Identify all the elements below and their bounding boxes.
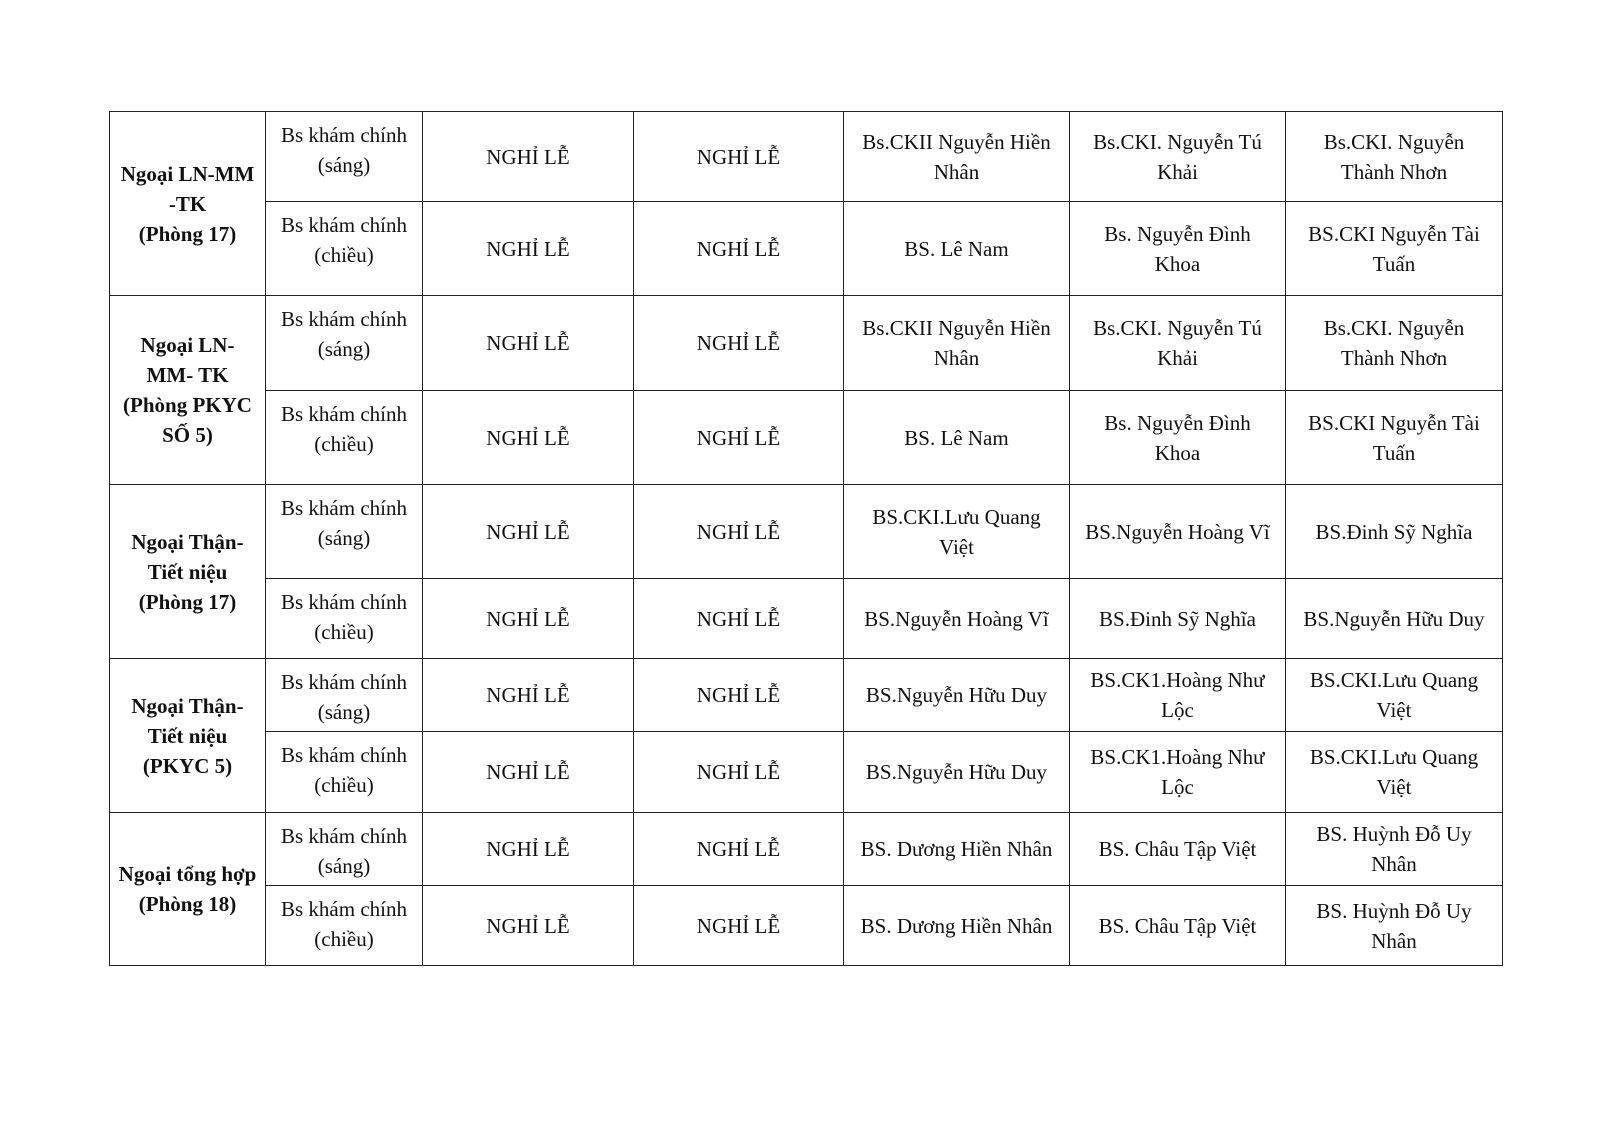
- holiday-label: NGHỈ LỄ: [486, 606, 570, 631]
- shift-cell: [266, 732, 423, 813]
- schedule-cell: [634, 202, 844, 296]
- doctor-name: BS.Nguyễn Hữu Duy: [1303, 606, 1485, 631]
- doctor-name: BS.Đinh Sỹ Nghĩa: [1315, 519, 1473, 544]
- schedule-cell: [634, 391, 844, 485]
- holiday-label: NGHỈ LỄ: [486, 683, 570, 707]
- holiday-label: NGHỈ LỄ: [486, 837, 570, 861]
- schedule-cell: [844, 886, 1070, 966]
- doctor-name: Bs.CKII Nguyễn Hiền Nhân: [862, 316, 1051, 370]
- doctor-name: BS.Nguyễn Hữu Duy: [865, 683, 1048, 707]
- schedule-cell: [844, 391, 1070, 485]
- table-row: [110, 732, 1503, 813]
- schedule-cell: [1286, 886, 1503, 966]
- schedule-cell: [1286, 202, 1503, 296]
- schedule-cell: [634, 485, 844, 579]
- schedule-cell: [423, 112, 634, 202]
- holiday-label: NGHỈ LỄ: [486, 519, 570, 544]
- doctor-name: BS. Lê Nam: [904, 425, 1009, 450]
- schedule-cell: [1070, 296, 1286, 391]
- schedule-cell: [844, 579, 1070, 659]
- shift-label: Bs khám chính (sáng): [281, 307, 407, 361]
- shift-cell: [266, 886, 423, 966]
- schedule-cell: [1070, 732, 1286, 813]
- doctor-name: BS.CKI.Lưu Quang Việt: [1309, 668, 1479, 722]
- holiday-label: NGHỈ LỄ: [696, 236, 781, 261]
- holiday-label: NGHỈ LỄ: [696, 425, 781, 450]
- schedule-cell: [423, 579, 634, 659]
- schedule-cell: [634, 659, 844, 732]
- shift-cell: [266, 202, 423, 296]
- shift-label: Bs khám chính (sáng): [281, 670, 407, 724]
- schedule-cell: [1286, 112, 1503, 202]
- doctor-name: Bs. Nguyễn Đình Khoa: [1104, 410, 1251, 465]
- doctor-name: BS. Dương Hiền Nhân: [860, 837, 1053, 861]
- schedule-cell: [634, 732, 844, 813]
- schedule-cell: [423, 391, 634, 485]
- doctor-name: BS. Huỳnh Đỗ Uy Nhân: [1316, 898, 1472, 953]
- schedule-cell: [1070, 659, 1286, 732]
- shift-label: Bs khám chính (chiều): [281, 402, 407, 456]
- shift-cell: [266, 659, 423, 732]
- holiday-label: NGHỈ LỄ: [696, 683, 781, 707]
- schedule-cell: [844, 112, 1070, 202]
- schedule-cell: [1070, 485, 1286, 579]
- doctor-name: BS. Huỳnh Đỗ Uy Nhân: [1316, 822, 1472, 876]
- schedule-cell: [844, 296, 1070, 391]
- holiday-label: NGHỈ LỄ: [486, 425, 570, 450]
- schedule-cell: [844, 485, 1070, 579]
- schedule-cell: [634, 579, 844, 659]
- table-row: [110, 485, 1503, 579]
- schedule-cell: [1286, 296, 1503, 391]
- holiday-label: NGHỈ LỄ: [486, 913, 570, 938]
- holiday-label: NGHỈ LỄ: [696, 519, 781, 544]
- schedule-cell: [1070, 813, 1286, 886]
- table-row: [110, 886, 1503, 966]
- table-row: [110, 659, 1503, 732]
- shift-label: Bs khám chính (sáng): [281, 123, 407, 177]
- schedule-cell: [1286, 732, 1503, 813]
- holiday-label: NGHỈ LỄ: [696, 913, 781, 938]
- holiday-label: NGHỈ LỄ: [696, 144, 781, 169]
- doctor-name: BS.CK1.Hoàng Như Lộc: [1090, 745, 1265, 799]
- table-row: [110, 202, 1503, 296]
- schedule-cell: [1286, 579, 1503, 659]
- department-label: Ngoại Thận- Tiết niệu (Phòng 17): [131, 529, 244, 614]
- doctor-name: BS.Đinh Sỹ Nghĩa: [1099, 606, 1256, 631]
- schedule-cell: [844, 659, 1070, 732]
- holiday-label: NGHỈ LỄ: [486, 144, 570, 169]
- shift-cell: [266, 391, 423, 485]
- department-label: Ngoại tổng hợp (Phòng 18): [118, 862, 257, 916]
- schedule-cell: [1286, 813, 1503, 886]
- shift-cell: [266, 296, 423, 391]
- schedule-cell: [634, 112, 844, 202]
- schedule-cell: [1070, 886, 1286, 966]
- schedule-cell: [423, 813, 634, 886]
- schedule-cell: [844, 202, 1070, 296]
- doctor-name: Bs.CKII Nguyễn Hiền Nhân: [862, 129, 1051, 184]
- doctor-name: BS.Nguyễn Hữu Duy: [865, 760, 1048, 784]
- table-row: [110, 112, 1503, 202]
- holiday-label: NGHỈ LỄ: [696, 606, 781, 631]
- holiday-label: NGHỈ LỄ: [696, 837, 781, 861]
- doctor-name: BS. Châu Tập Việt: [1098, 837, 1257, 861]
- doctor-name: BS.Nguyễn Hoàng Vĩ: [864, 606, 1049, 631]
- schedule-cell: [844, 732, 1070, 813]
- doctor-name: BS. Dương Hiền Nhân: [860, 913, 1053, 938]
- schedule-cell: [634, 813, 844, 886]
- table-row: [110, 296, 1503, 391]
- doctor-name: Bs.CKI. Nguyễn Tú Khải: [1093, 129, 1262, 184]
- doctor-name: BS. Lê Nam: [904, 236, 1009, 261]
- table-row: [110, 813, 1503, 886]
- schedule-cell: [423, 202, 634, 296]
- shift-cell: [266, 579, 423, 659]
- schedule-cell: [1070, 112, 1286, 202]
- department-label: Ngoại LN- MM- TK (Phòng PKYC SỐ 5): [123, 333, 252, 447]
- department-cell: [110, 296, 266, 485]
- doctor-name: BS.Nguyễn Hoàng Vĩ: [1085, 519, 1270, 544]
- shift-label: Bs khám chính (chiều): [281, 213, 407, 267]
- holiday-label: NGHỈ LỄ: [696, 331, 781, 355]
- department-cell: [110, 813, 266, 966]
- holiday-label: NGHỈ LỄ: [486, 236, 570, 261]
- schedule-cell: [634, 886, 844, 966]
- schedule-cell: [634, 296, 844, 391]
- schedule-cell: [423, 296, 634, 391]
- doctor-name: BS.CK1.Hoàng Như Lộc: [1090, 668, 1265, 722]
- schedule-cell: [423, 886, 634, 966]
- shift-label: Bs khám chính (sáng): [281, 824, 407, 878]
- schedule-cell: [1070, 391, 1286, 485]
- schedule-cell: [844, 813, 1070, 886]
- holiday-label: NGHỈ LỄ: [486, 760, 570, 784]
- doctor-name: BS. Châu Tập Việt: [1098, 913, 1257, 938]
- doctor-name: BS.CKI.Lưu Quang Việt: [1309, 745, 1479, 799]
- holiday-label: NGHỈ LỄ: [696, 760, 781, 784]
- shift-label: Bs khám chính (chiều): [281, 743, 407, 797]
- schedule-cell: [423, 485, 634, 579]
- schedule-table: [109, 111, 1503, 966]
- department-cell: [110, 659, 266, 813]
- shift-cell: [266, 813, 423, 886]
- doctor-name: BS.CKI Nguyễn Tài Tuấn: [1308, 410, 1480, 465]
- department-cell: [110, 485, 266, 659]
- schedule-cell: [1286, 391, 1503, 485]
- shift-label: Bs khám chính (chiều): [281, 897, 407, 951]
- doctor-name: BS.CKI Nguyễn Tài Tuấn: [1308, 221, 1480, 276]
- table-row: [110, 391, 1503, 485]
- shift-label: Bs khám chính (chiều): [281, 590, 407, 644]
- doctor-name: Bs.CKI. Nguyễn Thành Nhơn: [1323, 129, 1465, 184]
- table-row: [110, 579, 1503, 659]
- schedule-cell: [1286, 659, 1503, 732]
- schedule-cell: [1070, 579, 1286, 659]
- shift-cell: [266, 112, 423, 202]
- doctor-name: Bs.CKI. Nguyễn Tú Khải: [1093, 316, 1262, 370]
- department-label: Ngoại Thận- Tiết niệu (PKYC 5): [131, 693, 244, 778]
- shift-cell: [266, 485, 423, 579]
- schedule-cell: [1070, 202, 1286, 296]
- department-cell: [110, 112, 266, 296]
- schedule-body: [110, 112, 1503, 966]
- shift-label: Bs khám chính (sáng): [281, 496, 407, 550]
- department-label: Ngoại LN-MM -TK (Phòng 17): [120, 161, 255, 246]
- schedule-cell: [423, 732, 634, 813]
- doctor-name: Bs.CKI. Nguyễn Thành Nhơn: [1323, 316, 1465, 370]
- doctor-name: BS.CKI.Lưu Quang Việt: [872, 504, 1041, 559]
- schedule-cell: [423, 659, 634, 732]
- holiday-label: NGHỈ LỄ: [486, 331, 570, 355]
- schedule-cell: [1286, 485, 1503, 579]
- doctor-name: Bs. Nguyễn Đình Khoa: [1104, 221, 1251, 276]
